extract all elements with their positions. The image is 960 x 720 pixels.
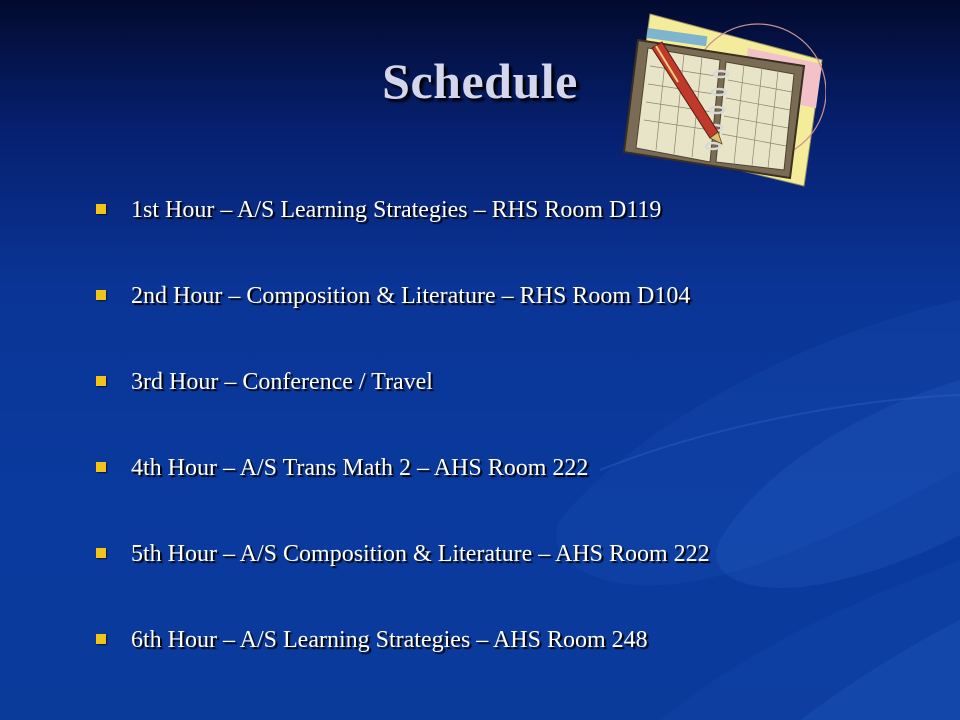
list-item (96, 450, 710, 536)
schedule-item-text: 2nd Hour – Composition & Literature – RHS Room D104 (131, 283, 691, 309)
bullet-square-icon (96, 548, 106, 558)
schedule-item-text: 3rd Hour – Conference / Travel (131, 369, 433, 395)
list-item (96, 536, 710, 622)
list-item (96, 364, 710, 450)
list-item (96, 192, 710, 278)
bullet-square-icon (96, 634, 106, 644)
bullet-square-icon (96, 204, 106, 214)
slide-title: Schedule (382, 53, 578, 109)
list-item (96, 622, 710, 708)
planner-with-pen-icon (608, 12, 826, 188)
schedule-list (96, 192, 710, 708)
schedule-item-text: 4th Hour – A/S Trans Math 2 – AHS Room 222 (131, 455, 589, 481)
schedule-item-text: 5th Hour – A/S Composition & Literature – AHS Room 222 (131, 541, 710, 567)
bullet-square-icon (96, 462, 106, 472)
bullet-square-icon (96, 290, 106, 300)
bullet-square-icon (96, 376, 106, 386)
schedule-item-text: 6th Hour – A/S Learning Strategies – AHS Room 248 (131, 627, 648, 653)
schedule-item-text: 1st Hour – A/S Learning Strategies – RHS Room D119 (131, 197, 662, 223)
list-item (96, 278, 710, 364)
